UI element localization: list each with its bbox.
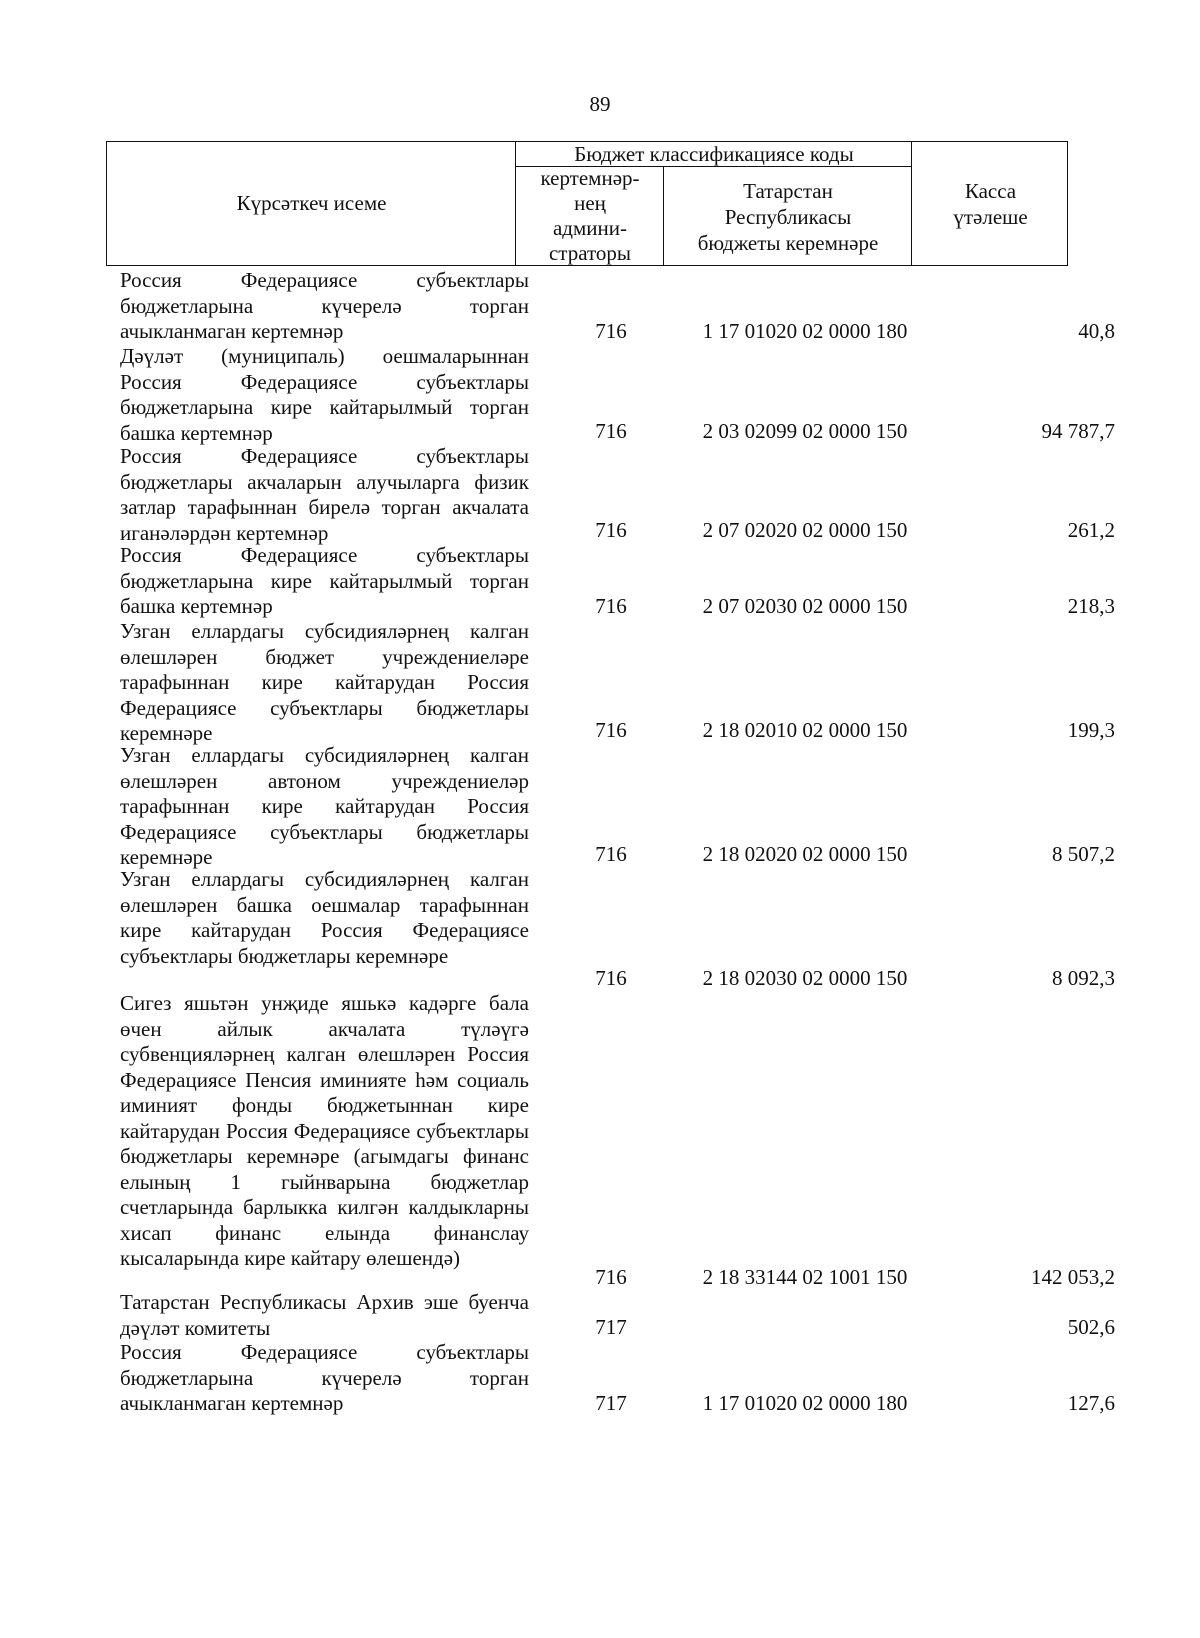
header-line: нең bbox=[574, 191, 606, 215]
administrator-code: 716 bbox=[595, 318, 627, 343]
table-row bbox=[0, 344, 1200, 444]
budget-classification-code: 2 03 02099 02 0000 150 bbox=[702, 418, 908, 443]
cash-execution-amount: 142 053,2 bbox=[1031, 1264, 1115, 1289]
administrator-code: 716 bbox=[595, 1264, 627, 1289]
page-number: 89 bbox=[589, 92, 611, 116]
header-line: Касса bbox=[964, 179, 1017, 203]
header-line: админи- bbox=[552, 216, 627, 240]
indicator-name: Россия Федерациясе субъектлары бюджетларына кире кайтарылмый торган башка кертемнәр bbox=[120, 543, 529, 618]
header-line: Татарстан bbox=[743, 179, 833, 203]
indicator-name: Россия Федерациясе субъектлары бюджетларына күчерелә торган ачыкланмаган кертемнәр bbox=[120, 268, 529, 343]
administrator-code: 716 bbox=[595, 517, 627, 542]
indicator-name: Узган еллардагы субсидияләрнең калган өлешләрен бюджет учреждениеләре тарафыннан кире кайтарудан Россия Федерациясе субъектлары бюджетлары керемнәре bbox=[120, 619, 529, 745]
cash-execution-amount: 261,2 bbox=[1067, 517, 1115, 542]
header-line: Республикасы bbox=[724, 205, 852, 229]
administrator-code: 716 bbox=[595, 593, 627, 618]
indicator-name: Россия Федерациясе субъектлары бюджетларына күчерелә торган ачыкланмаган кертемнәр bbox=[120, 1340, 529, 1415]
administrator-code: 716 bbox=[595, 717, 627, 742]
table-row bbox=[0, 1340, 1200, 1416]
header-republic-budget bbox=[665, 178, 911, 256]
cash-execution-amount: 8 092,3 bbox=[1052, 965, 1115, 990]
budget-classification-code: 2 07 02030 02 0000 150 bbox=[702, 593, 908, 618]
budget-classification-code: 2 18 33144 02 1001 150 bbox=[702, 1264, 908, 1289]
table-row bbox=[0, 867, 1200, 991]
header-line: үтәлеше bbox=[953, 205, 1028, 229]
indicator-name: Сигез яшьтән унҗиде яшькә кадәрге бала өчен айлык акчалата түләүгә субвенцияләрнең калган өлешләрен Россия Федерациясе Пенсия иминияте һәм социаль иминият фонды бюджетыннан кире кайтарудан Россия Федерациясе субъектлары бюджетлары керемнәре (агымдагы финанс елының 1 гыйнварына бюджетлар счетларында барлыкка килгән калдыкларны хисап финанс елында финанслау кысаларында кире кайтару өлешендә) bbox=[120, 991, 529, 1270]
cash-execution-amount: 40,8 bbox=[1078, 318, 1115, 343]
administrator-code: 716 bbox=[595, 965, 627, 990]
header-administrator bbox=[517, 166, 663, 266]
table-row bbox=[0, 619, 1200, 743]
budget-classification-code: 1 17 01020 02 0000 180 bbox=[702, 1390, 908, 1415]
cash-execution-amount: 8 507,2 bbox=[1052, 841, 1115, 866]
cash-execution-amount: 127,6 bbox=[1067, 1390, 1115, 1415]
budget-classification-code: 2 18 02010 02 0000 150 bbox=[702, 717, 908, 742]
budget-classification-code: 2 07 02020 02 0000 150 bbox=[702, 517, 908, 542]
table-row bbox=[0, 743, 1200, 867]
indicator-name: Татарстан Республикасы Архив эше буенча дәүләт комитеты bbox=[120, 1290, 529, 1340]
header-divider bbox=[911, 141, 912, 266]
header-classification-group: Бюджет классификациясе коды bbox=[574, 142, 854, 166]
administrator-code: 716 bbox=[595, 841, 627, 866]
cash-execution-amount: 218,3 bbox=[1067, 593, 1115, 618]
cash-execution-amount: 502,6 bbox=[1067, 1314, 1115, 1339]
table-row bbox=[0, 991, 1200, 1290]
administrator-code: 717 bbox=[595, 1390, 627, 1415]
header-cash-execution bbox=[913, 178, 1068, 230]
header-line: кертемнәр- bbox=[540, 166, 640, 190]
administrator-code: 717 bbox=[595, 1314, 627, 1339]
header-divider bbox=[663, 166, 664, 266]
header-line: бюджеты керемнәре bbox=[697, 231, 879, 255]
cash-execution-amount: 94 787,7 bbox=[1041, 418, 1115, 443]
table-row bbox=[0, 444, 1200, 543]
budget-classification-code: 2 18 02030 02 0000 150 bbox=[702, 965, 908, 990]
table-row bbox=[0, 543, 1200, 619]
table-row bbox=[0, 1290, 1200, 1340]
budget-classification-code: 2 18 02020 02 0000 150 bbox=[702, 841, 908, 866]
indicator-name: Россия Федерациясе субъектлары бюджетлары акчаларын алучыларга физик затлар тарафыннан бирелә торган акчалата иганәләрдән кертемнәр bbox=[120, 444, 529, 545]
administrator-code: 716 bbox=[595, 418, 627, 443]
header-divider bbox=[515, 141, 516, 266]
indicator-name: Дәүләт (муниципаль) оешмаларыннан Россия Федерациясе субъектлары бюджетларына кире кайтарылмый торган башка кертемнәр bbox=[120, 344, 529, 445]
indicator-name: Узган еллардагы субсидияләрнең калган өлешләрен башка оешмалар тарафыннан кире кайтарудан Россия Федерациясе субъектлары бюджетлары керемнәре bbox=[120, 867, 529, 968]
budget-classification-code: 1 17 01020 02 0000 180 bbox=[702, 318, 908, 343]
cash-execution-amount: 199,3 bbox=[1067, 717, 1115, 742]
header-indicator-name: Күрсәткеч исеме bbox=[236, 191, 387, 215]
header-line: страторы bbox=[548, 241, 632, 265]
table-row bbox=[0, 268, 1200, 344]
indicator-name: Узган еллардагы субсидияләрнең калган өлешләрен автоном учреждениеләр тарафыннан кире кайтарудан Россия Федерациясе субъектлары бюджетлары керемнәре bbox=[120, 743, 529, 869]
